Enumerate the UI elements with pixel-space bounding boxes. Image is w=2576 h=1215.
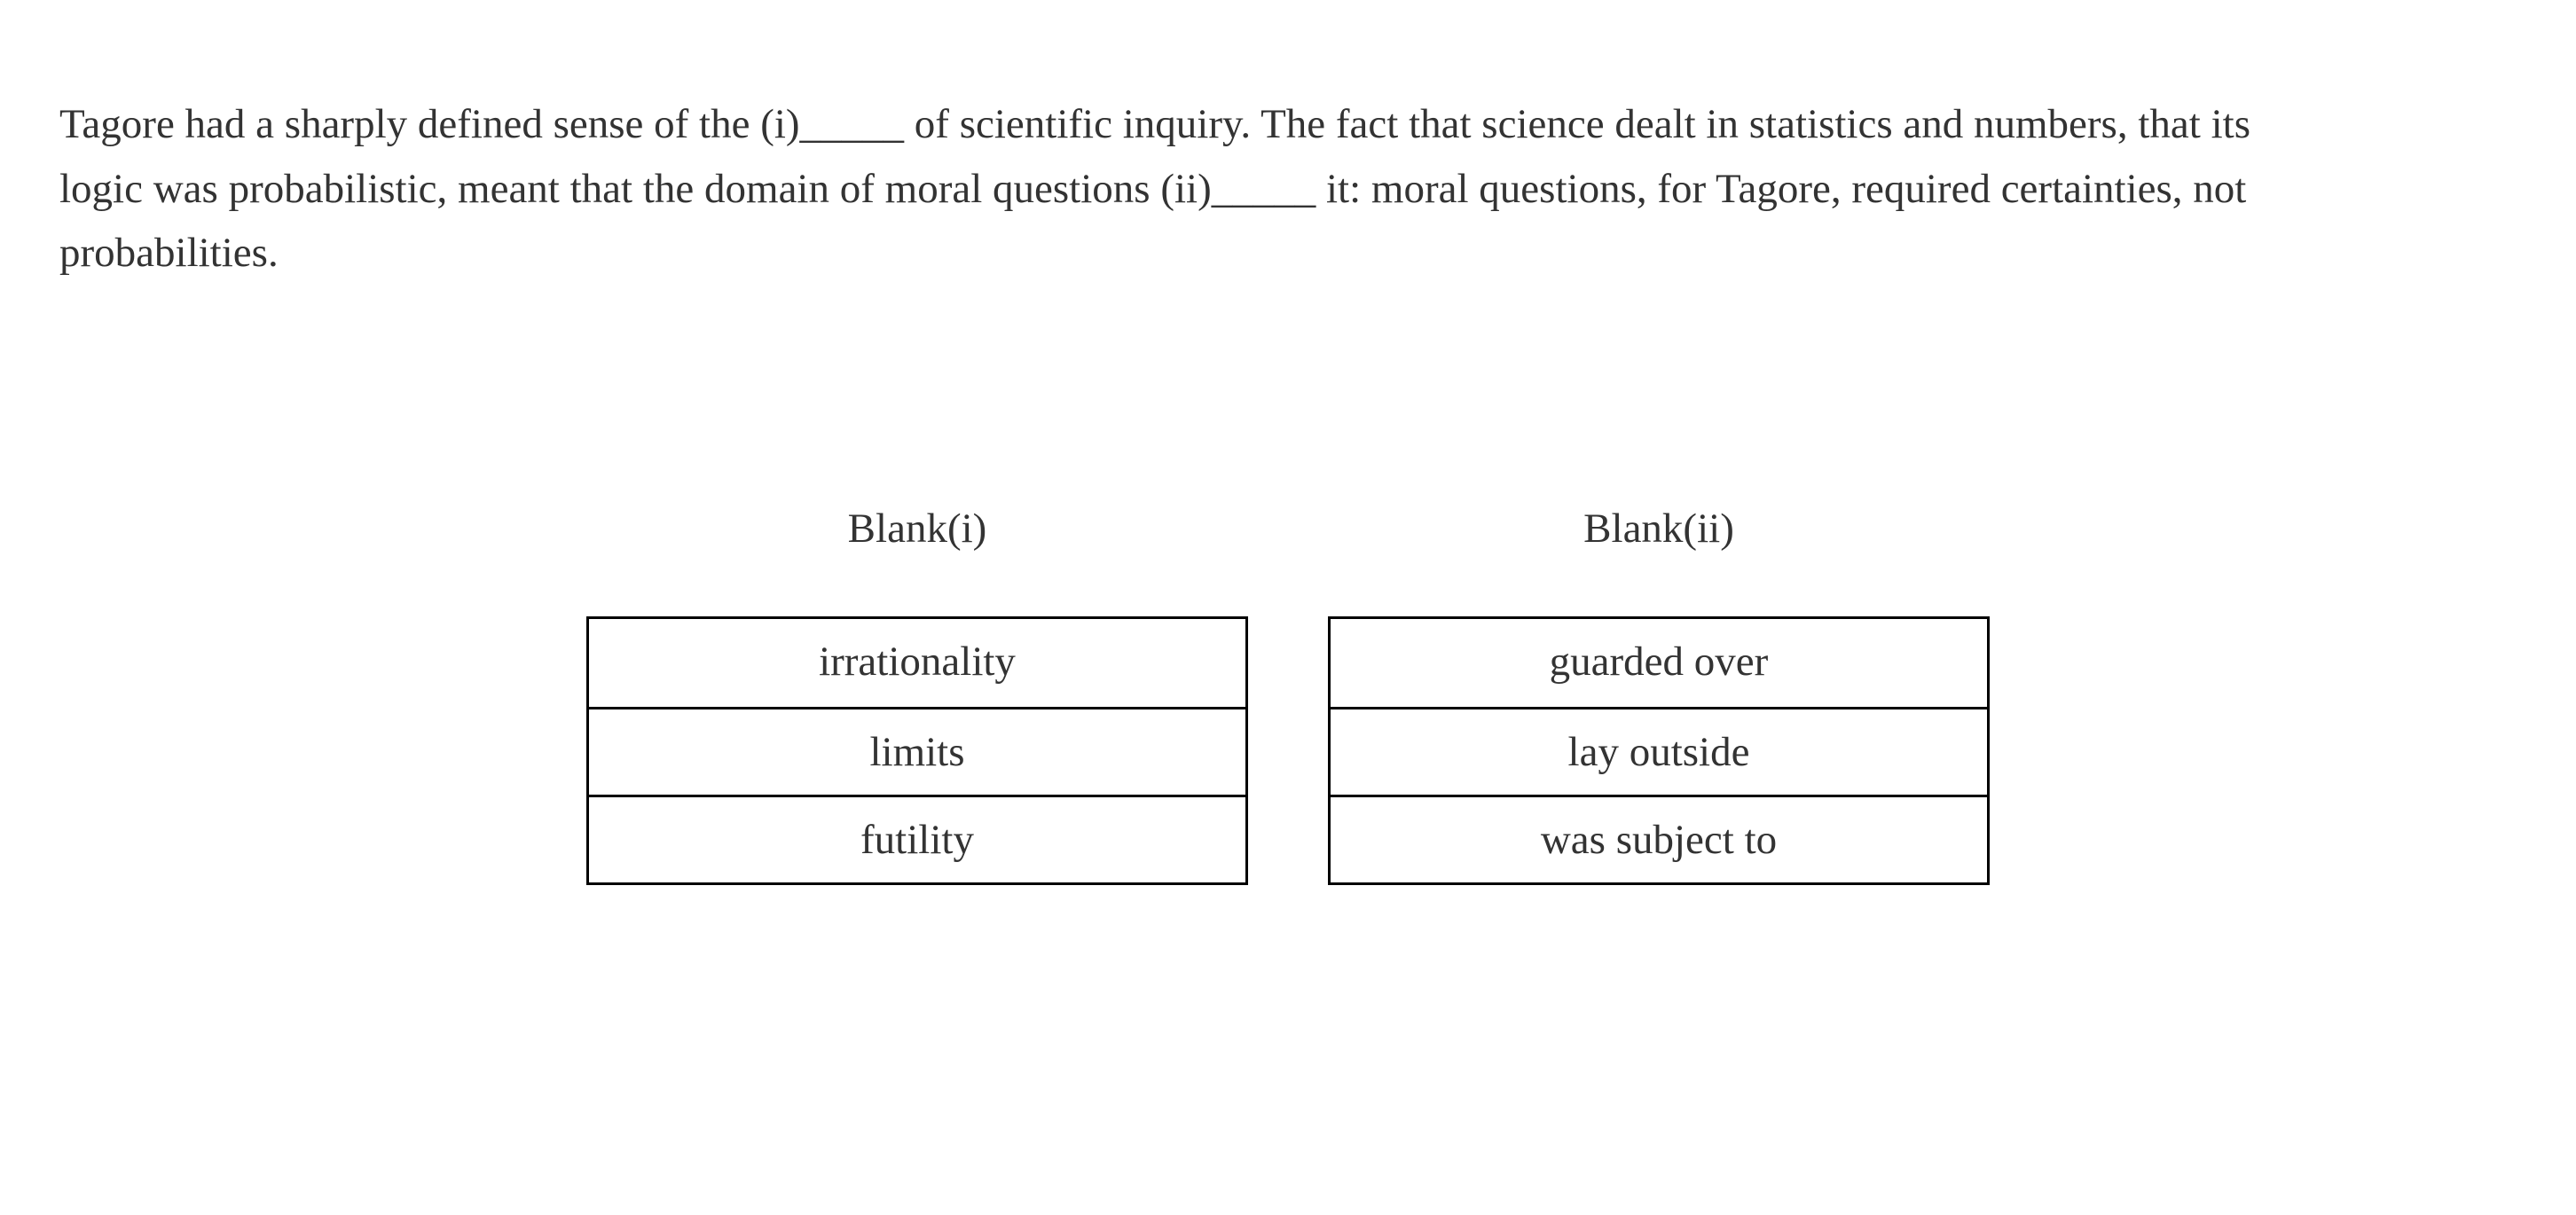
blank-i-column [586,497,1248,863]
blank-i-heading: Blank(i) [847,506,987,552]
choice-irrationality[interactable]: irrationality [819,639,1016,685]
choice-was-subject-to[interactable]: was subject to [1331,795,1987,882]
choice-lay-outside[interactable]: lay outside [1331,707,1987,795]
blank-ii-column [1328,497,1990,863]
choice-futility[interactable]: futility [589,795,1245,882]
passage-line: Tagore had a sharply defined sense of the (i)_____ of scientific inquiry. The fact that science dealt in statistics and numbers, that its [59,101,2250,147]
choice-limits[interactable]: limits [589,707,1245,795]
choice-guarded-over[interactable]: guarded over [1549,639,1769,685]
question-passage [59,92,2508,286]
passage-line: probabilities. [59,230,279,276]
passage-line: logic was probabilistic, meant that the domain of moral questions (ii)_____ it: moral questions, for Tagore, required certainties, not [59,165,2247,212]
blank-i-choices [586,616,1248,885]
blank-ii-heading: Blank(ii) [1583,506,1734,552]
blank-ii-choices [1328,616,1990,885]
